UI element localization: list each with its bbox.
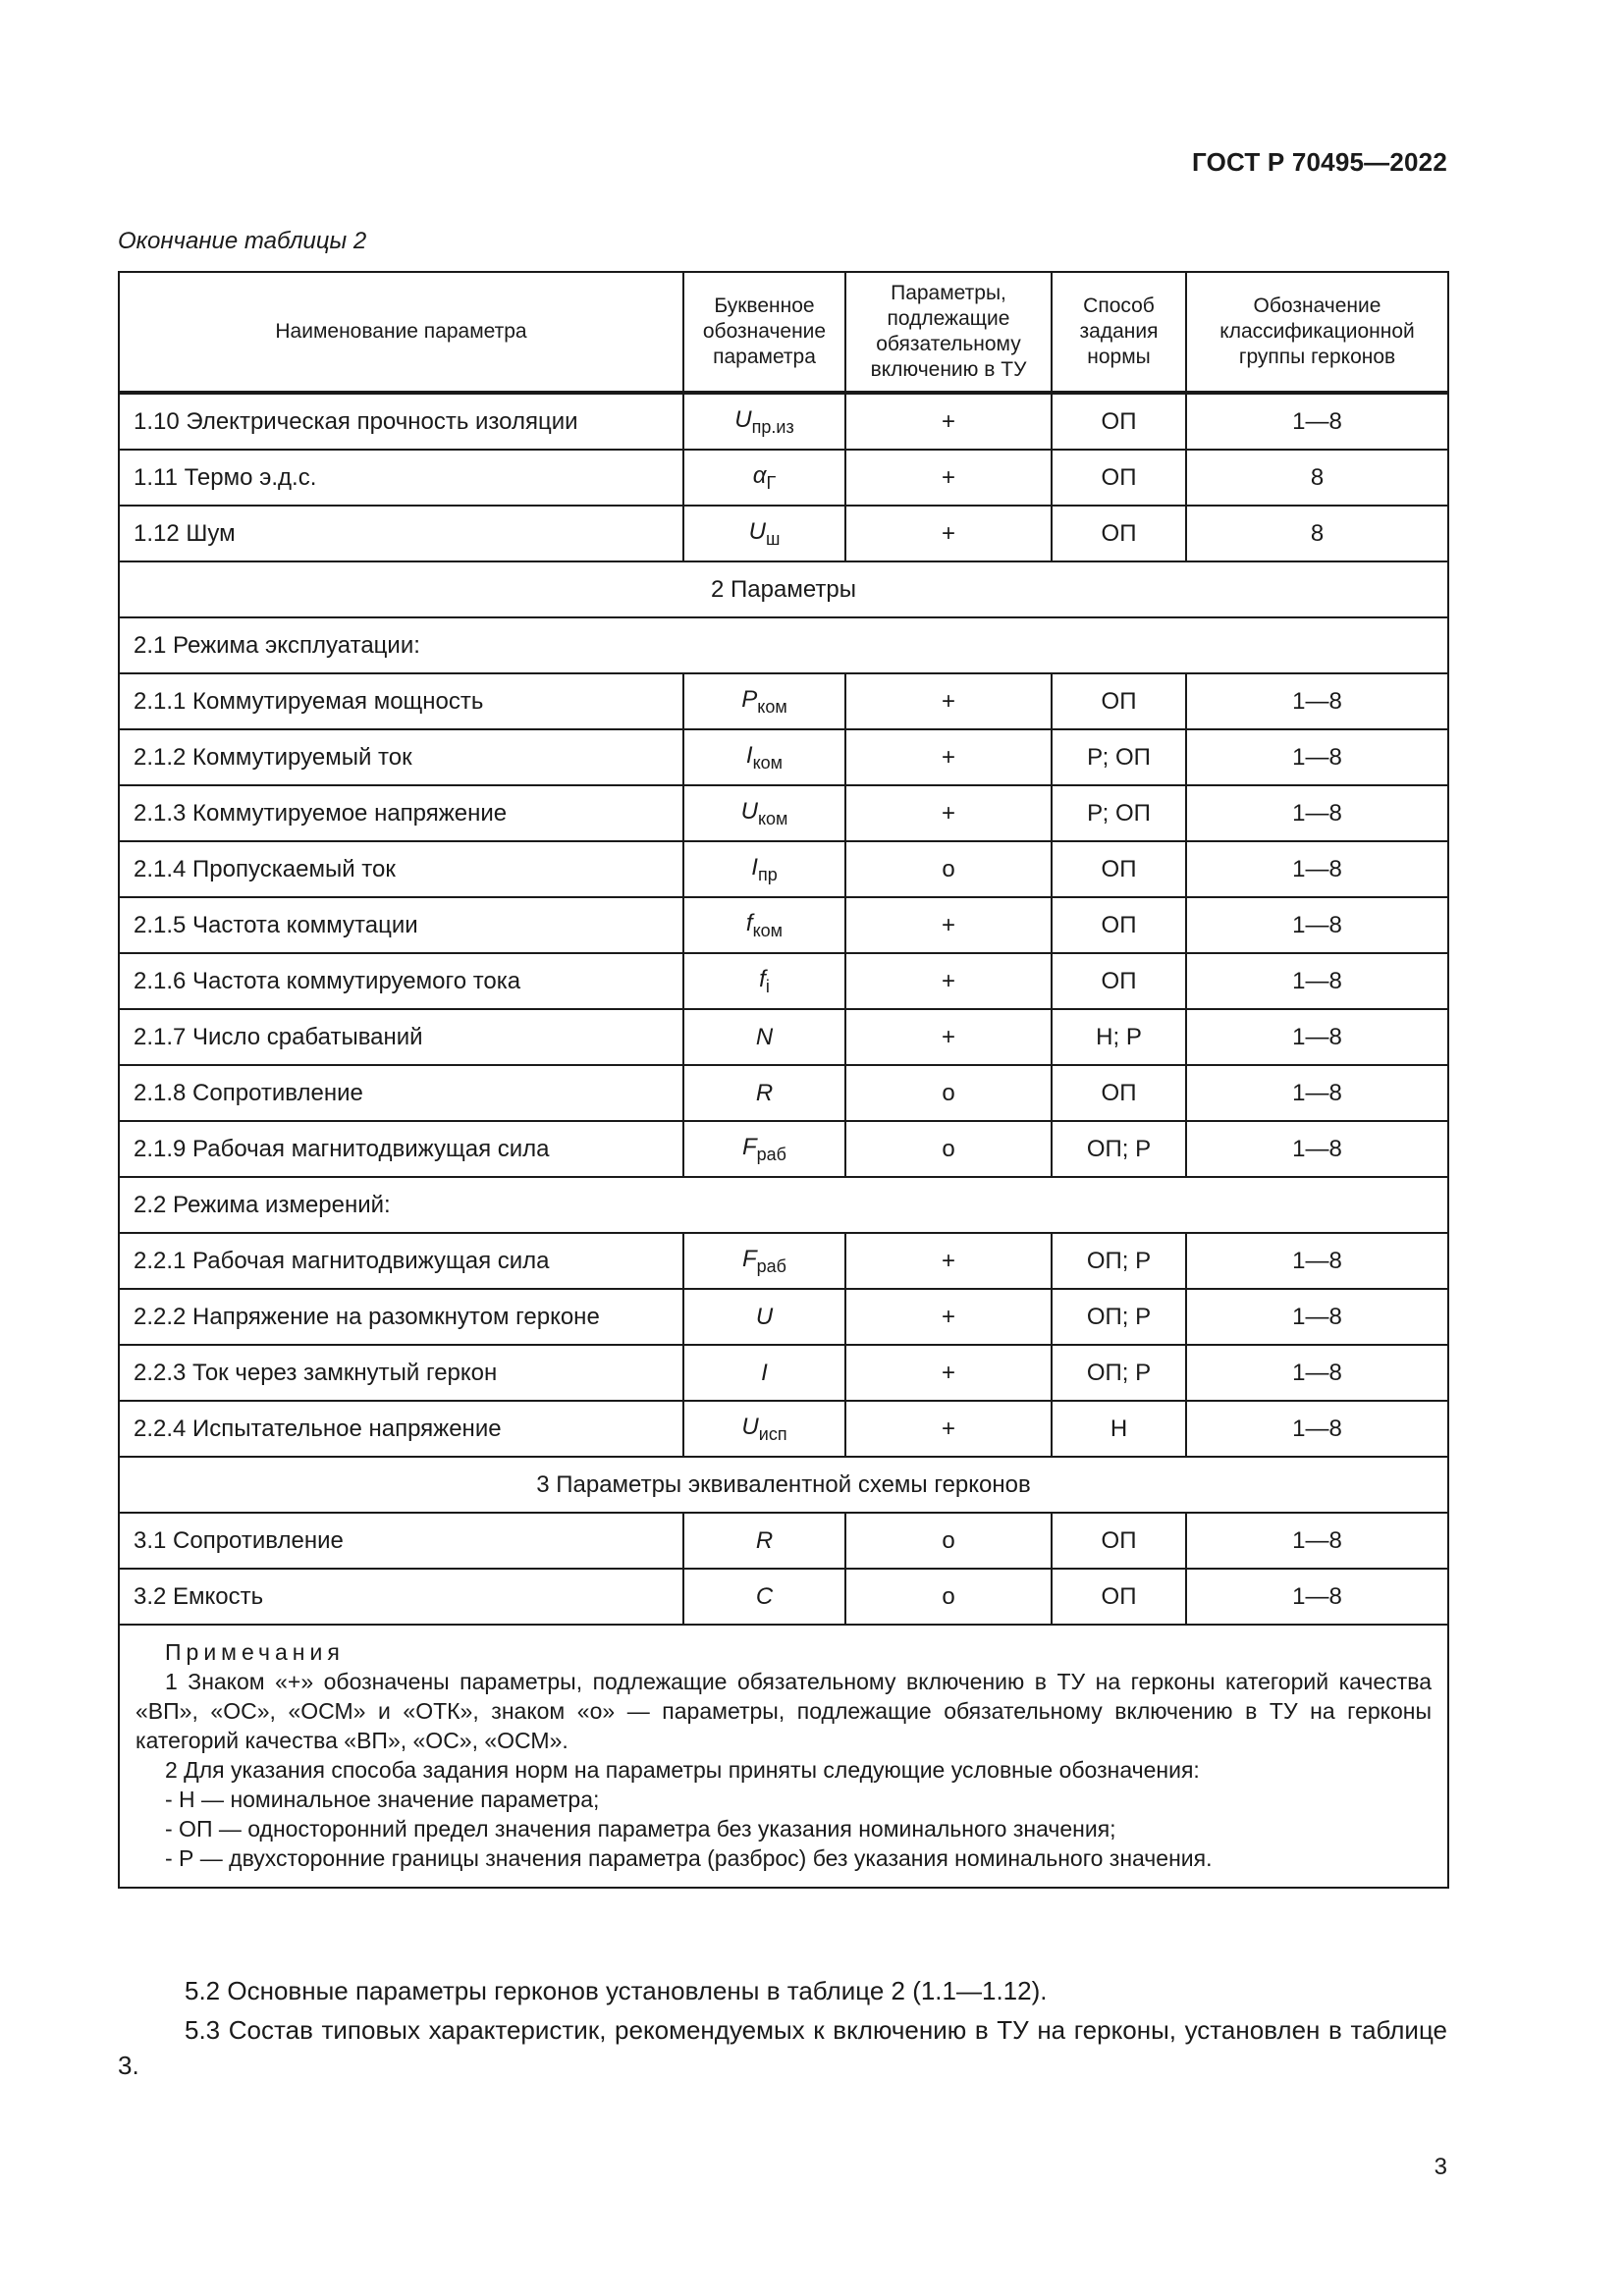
norm-method-cell: ОП; Р: [1052, 1121, 1186, 1177]
param-name-cell: 2.1.6 Частота коммутируемого тока: [119, 953, 683, 1009]
required-cell: о: [845, 1513, 1052, 1569]
table-row: [119, 1233, 1448, 1289]
param-name-cell: 2.1.2 Коммутируемый ток: [119, 729, 683, 785]
param-symbol: [741, 1413, 787, 1444]
norm-method-cell: ОП: [1052, 1513, 1186, 1569]
param-symbol-letter: U: [755, 1303, 774, 1330]
param-symbol-letter: U: [740, 797, 758, 825]
table-row: [119, 729, 1448, 785]
param-symbol-cell: [683, 1233, 845, 1289]
class-group-cell: 1—8: [1186, 1401, 1448, 1457]
required-cell: +: [845, 785, 1052, 841]
page-number: 3: [1434, 2154, 1447, 2180]
param-symbol-letter: U: [748, 517, 766, 545]
norm-method-cell: Н: [1052, 1401, 1186, 1457]
param-symbol-cell: [683, 506, 845, 561]
param-symbol-cell: [683, 1345, 845, 1401]
norm-method-cell: ОП: [1052, 897, 1186, 953]
document-code: ГОСТ Р 70495—2022: [1192, 147, 1447, 177]
note-2: 2 Для указания способа задания норм на параметры приняты следующие условные обозначения:: [165, 1757, 1200, 1783]
table-body: [119, 393, 1448, 1888]
required-cell: +: [845, 393, 1052, 450]
subsection-header-row: [119, 1177, 1448, 1233]
norm-method-cell: ОП: [1052, 1065, 1186, 1121]
param-name-cell: 2.2.3 Ток через замкнутый геркон: [119, 1345, 683, 1401]
class-group-cell: 1—8: [1186, 897, 1448, 953]
param-symbol-cell: [683, 841, 845, 897]
param-symbol-letter: C: [755, 1582, 774, 1610]
param-symbol-cell: [683, 1121, 845, 1177]
param-symbol-cell: [683, 450, 845, 506]
param-symbol-cell: [683, 729, 845, 785]
norm-method-cell: ОП; Р: [1052, 1345, 1186, 1401]
param-symbol: [740, 797, 788, 828]
param-name-cell: 2.2.4 Испытательное напряжение: [119, 1401, 683, 1457]
table-header-row: [119, 272, 1448, 393]
required-cell: +: [845, 897, 1052, 953]
param-symbol-letter: U: [734, 405, 752, 433]
param-symbol-cell: [683, 897, 845, 953]
class-group-cell: 1—8: [1186, 785, 1448, 841]
note-list-item: - ОП — односторонний предел значения параметра без указания номинального значения;: [165, 1816, 1116, 1842]
table-row: [119, 393, 1448, 450]
norm-method-cell: ОП: [1052, 673, 1186, 729]
subsection-title: 2.1 Режима эксплуатации:: [119, 617, 1448, 673]
param-name-cell: 2.1.3 Коммутируемое напряжение: [119, 785, 683, 841]
required-cell: +: [845, 729, 1052, 785]
param-symbol: [741, 1245, 786, 1276]
param-symbol-letter: I: [745, 741, 753, 769]
param-symbol: [756, 1024, 773, 1050]
param-symbol-letter: f: [745, 909, 753, 936]
param-symbol-cell: [683, 785, 845, 841]
param-symbol: [756, 1304, 773, 1330]
class-group-cell: 1—8: [1186, 1009, 1448, 1065]
param-symbol-subscript: раб: [756, 1255, 786, 1276]
header-norm-method: Способ задания нормы: [1052, 272, 1186, 393]
class-group-cell: 1—8: [1186, 1289, 1448, 1345]
param-name-cell: 2.1.8 Сопротивление: [119, 1065, 683, 1121]
table-row: [119, 450, 1448, 506]
param-symbol-subscript: пр: [757, 864, 778, 884]
table-row: [119, 1065, 1448, 1121]
table-row: [119, 1009, 1448, 1065]
section-header-row: [119, 561, 1448, 617]
param-symbol-letter: R: [755, 1079, 774, 1106]
param-symbol: [756, 1080, 773, 1106]
section-title: 3 Параметры эквивалентной схемы герконов: [119, 1457, 1448, 1513]
notes-title: Примечания: [165, 1639, 345, 1665]
header-param-symbol: Буквенное обозначение параметра: [683, 272, 845, 393]
required-cell: +: [845, 1401, 1052, 1457]
required-cell: о: [845, 1569, 1052, 1625]
table-row: [119, 506, 1448, 561]
header-required-in-spec: Параметры, подлежащие обязательному включению в ТУ: [845, 272, 1052, 393]
required-cell: +: [845, 506, 1052, 561]
param-symbol: [752, 461, 777, 493]
required-cell: +: [845, 450, 1052, 506]
param-symbol: [745, 909, 784, 940]
param-symbol-letter: α: [752, 461, 767, 489]
paragraph-5-2-text: 5.2 Основные параметры герконов установлены в таблице 2 (1.1—1.12).: [185, 1976, 1048, 2005]
param-symbol-letter: I: [761, 1359, 768, 1386]
param-symbol-letter: F: [741, 1133, 757, 1160]
subsection-header-row: [119, 617, 1448, 673]
table-row: [119, 1345, 1448, 1401]
required-cell: +: [845, 1289, 1052, 1345]
param-symbol-subscript: ком: [752, 752, 784, 773]
class-group-cell: 1—8: [1186, 953, 1448, 1009]
paragraph-5-2: [118, 1973, 1447, 2008]
param-symbol-letter: U: [741, 1413, 759, 1440]
param-symbol-cell: [683, 1289, 845, 1345]
param-symbol: [748, 517, 781, 549]
param-symbol-letter: F: [741, 1245, 757, 1272]
class-group-cell: 1—8: [1186, 1513, 1448, 1569]
notes-row: [119, 1625, 1448, 1888]
param-name-cell: 1.12 Шум: [119, 506, 683, 561]
paragraph-5-3-text: 5.3 Состав типовых характеристик, рекомендуемых к включению в ТУ на герконы, установлен в таблице 3.: [118, 2015, 1447, 2080]
param-symbol-cell: [683, 1569, 845, 1625]
param-symbol-letter: R: [755, 1526, 774, 1554]
param-symbol: [756, 1527, 773, 1554]
param-symbol: [741, 685, 787, 717]
table-row: [119, 785, 1448, 841]
param-name-cell: 1.11 Термо э.д.с.: [119, 450, 683, 506]
param-name-cell: 2.2.1 Рабочая магнитодвижущая сила: [119, 1233, 683, 1289]
header-class-group: Обозначение классификационной группы герконов: [1186, 272, 1448, 393]
required-cell: +: [845, 1345, 1052, 1401]
param-name-cell: 2.1.9 Рабочая магнитодвижущая сила: [119, 1121, 683, 1177]
param-symbol-subscript: ш: [765, 528, 781, 549]
param-symbol: [751, 853, 778, 884]
norm-method-cell: ОП: [1052, 1569, 1186, 1625]
class-group-cell: 1—8: [1186, 673, 1448, 729]
norm-method-cell: Р; ОП: [1052, 729, 1186, 785]
param-symbol-cell: [683, 1065, 845, 1121]
param-name-cell: 3.2 Емкость: [119, 1569, 683, 1625]
table-row: [119, 673, 1448, 729]
notes-cell: [119, 1625, 1448, 1888]
norm-method-cell: ОП: [1052, 450, 1186, 506]
table-row: [119, 1569, 1448, 1625]
class-group-cell: 1—8: [1186, 1569, 1448, 1625]
param-name-cell: 2.1.5 Частота коммутации: [119, 897, 683, 953]
param-symbol-cell: [683, 393, 845, 450]
norm-method-cell: ОП; Р: [1052, 1233, 1186, 1289]
norm-method-cell: Р; ОП: [1052, 785, 1186, 841]
param-name-cell: 2.1.4 Пропускаемый ток: [119, 841, 683, 897]
note-1: 1 Знаком «+» обозначены параметры, подлежащие обязательному включению в ТУ на герконы категорий качества «ВП», «ОС», «ОСМ» и «ОТК», знаком «о» — параметры, подлежащие обязательному включению в ТУ на герконы категорий качества «ВП», «ОС», «ОСМ».: [135, 1669, 1432, 1753]
norm-method-cell: ОП: [1052, 506, 1186, 561]
class-group-cell: 1—8: [1186, 1233, 1448, 1289]
param-symbol: [734, 405, 794, 437]
param-name-cell: 1.10 Электрическая прочность изоляции: [119, 393, 683, 450]
class-group-cell: 1—8: [1186, 1121, 1448, 1177]
param-symbol: [745, 741, 784, 773]
param-symbol: [756, 1583, 773, 1610]
norm-method-cell: Н; Р: [1052, 1009, 1186, 1065]
param-symbol-subscript: ком: [757, 696, 787, 717]
table-row: [119, 1513, 1448, 1569]
param-symbol: [759, 965, 770, 996]
class-group-cell: 8: [1186, 506, 1448, 561]
required-cell: о: [845, 841, 1052, 897]
required-cell: +: [845, 1009, 1052, 1065]
param-symbol-subscript: Г: [766, 472, 777, 493]
note-list-item: - Р — двухсторонние границы значения параметра (разброс) без указания номинального значения.: [165, 1845, 1213, 1871]
section-header-row: [119, 1457, 1448, 1513]
required-cell: о: [845, 1121, 1052, 1177]
parameters-table: [118, 271, 1449, 1889]
param-symbol-subscript: исп: [758, 1423, 787, 1444]
param-symbol-subscript: ком: [752, 920, 784, 940]
param-symbol-subscript: ком: [757, 808, 788, 828]
required-cell: +: [845, 673, 1052, 729]
required-cell: о: [845, 1065, 1052, 1121]
required-cell: +: [845, 1233, 1052, 1289]
param-name-cell: 2.2.2 Напряжение на разомкнутом герконе: [119, 1289, 683, 1345]
param-symbol-cell: [683, 1401, 845, 1457]
required-cell: +: [845, 953, 1052, 1009]
table-row: [119, 1401, 1448, 1457]
param-symbol-subscript: пр.из: [751, 416, 794, 437]
table-row: [119, 1289, 1448, 1345]
param-symbol-subscript: i: [765, 976, 770, 996]
section-title: 2 Параметры: [119, 561, 1448, 617]
note-list-item: - Н — номинальное значение параметра;: [165, 1787, 600, 1812]
param-symbol: [761, 1360, 768, 1386]
table-caption: Окончание таблицы 2: [118, 228, 367, 254]
param-symbol-letter: I: [751, 853, 758, 881]
param-symbol-cell: [683, 673, 845, 729]
class-group-cell: 1—8: [1186, 729, 1448, 785]
param-symbol-letter: N: [755, 1023, 774, 1050]
param-name-cell: 2.1.7 Число срабатываний: [119, 1009, 683, 1065]
param-symbol-subscript: раб: [756, 1144, 786, 1164]
param-name-cell: 2.1.1 Коммутируемая мощность: [119, 673, 683, 729]
param-symbol: [741, 1133, 786, 1164]
table-row: [119, 897, 1448, 953]
norm-method-cell: ОП: [1052, 393, 1186, 450]
class-group-cell: 1—8: [1186, 841, 1448, 897]
class-group-cell: 1—8: [1186, 393, 1448, 450]
param-symbol-letter: P: [741, 685, 758, 713]
param-symbol-cell: [683, 1009, 845, 1065]
table-row: [119, 1121, 1448, 1177]
class-group-cell: 1—8: [1186, 1345, 1448, 1401]
subsection-title: 2.2 Режима измерений:: [119, 1177, 1448, 1233]
param-symbol-cell: [683, 1513, 845, 1569]
table-row: [119, 841, 1448, 897]
norm-method-cell: ОП: [1052, 953, 1186, 1009]
table-row: [119, 953, 1448, 1009]
param-symbol-cell: [683, 953, 845, 1009]
class-group-cell: 8: [1186, 450, 1448, 506]
norm-method-cell: ОП: [1052, 841, 1186, 897]
norm-method-cell: ОП; Р: [1052, 1289, 1186, 1345]
header-param-name: Наименование параметра: [119, 272, 683, 393]
class-group-cell: 1—8: [1186, 1065, 1448, 1121]
param-name-cell: 3.1 Сопротивление: [119, 1513, 683, 1569]
param-symbol-letter: f: [759, 965, 766, 992]
paragraph-5-3: [118, 2012, 1447, 2083]
